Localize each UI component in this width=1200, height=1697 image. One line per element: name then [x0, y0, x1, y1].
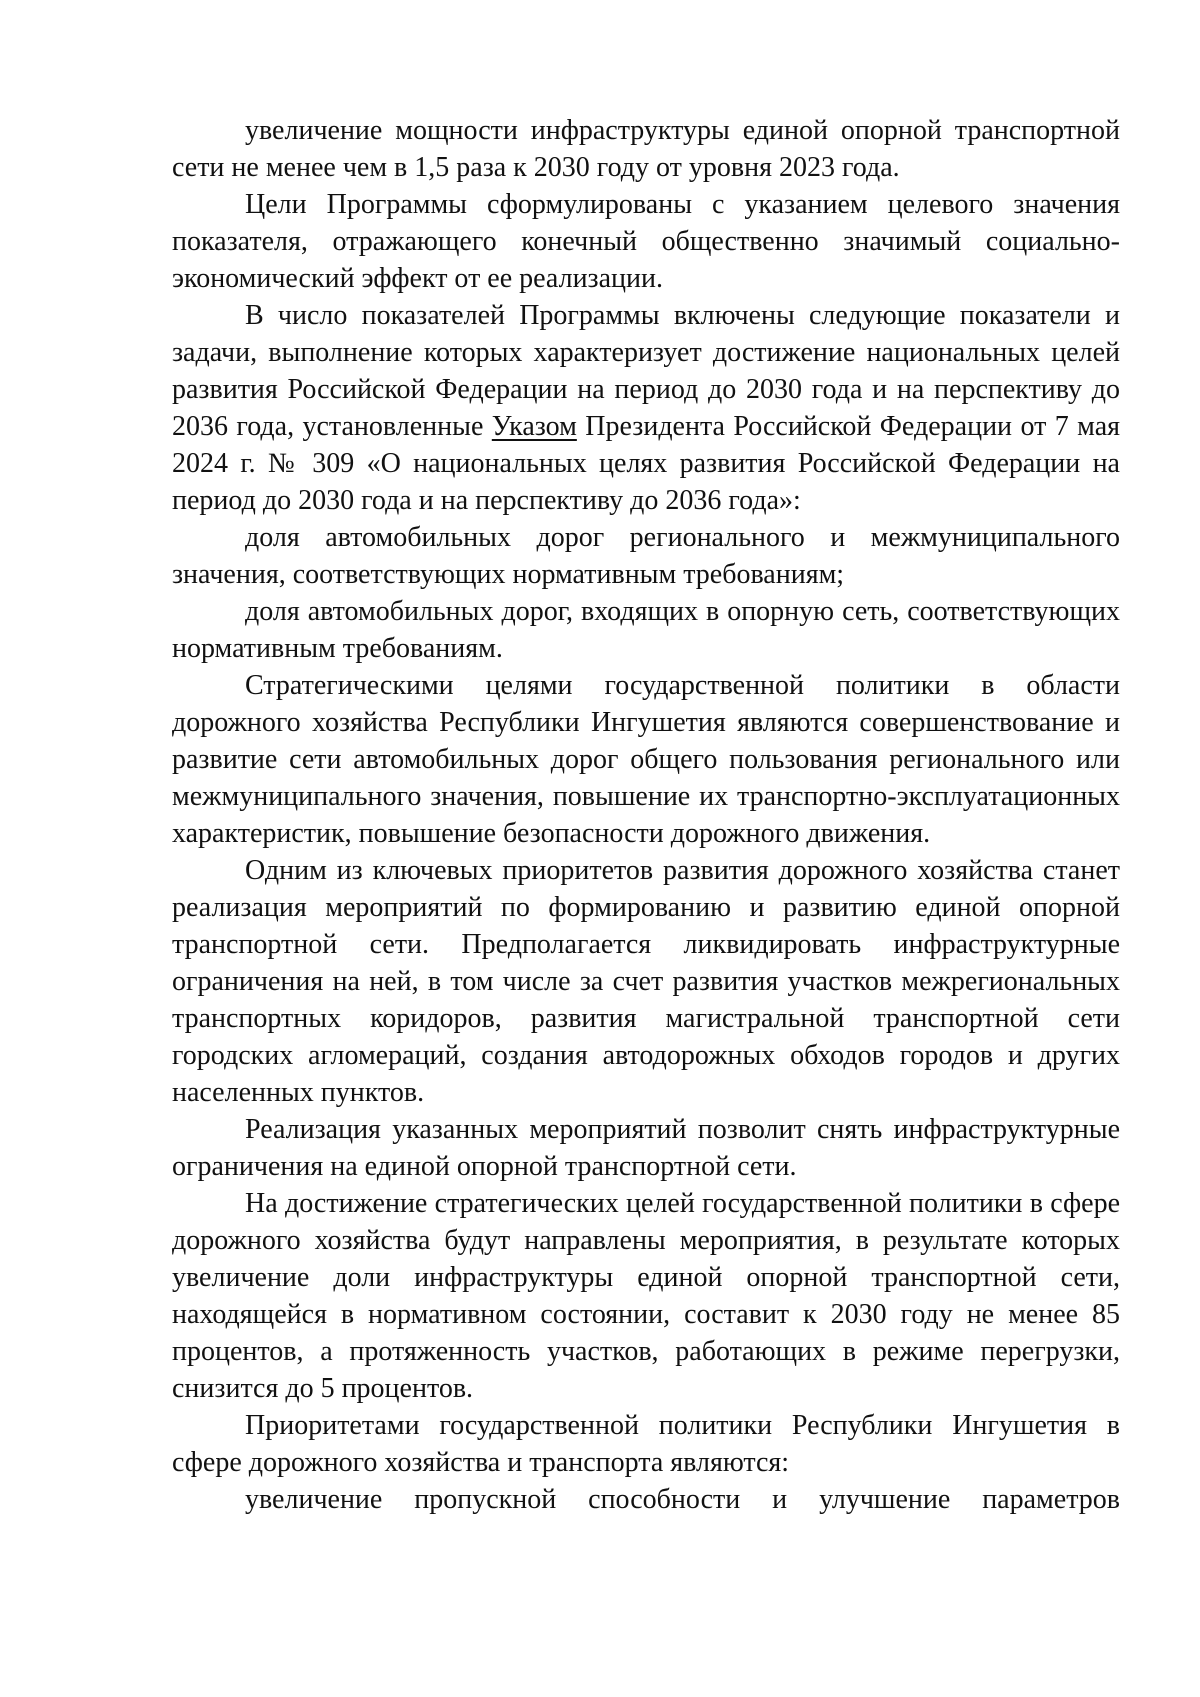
paragraph-indicator-regional-roads: доля автомобильных дорог регионального и межмуниципального значения, соответствующих нормативным требованиям;	[172, 522, 1120, 590]
paragraph-remove-limitations: Реализация указанных мероприятий позволит снять инфраструктурные ограничения на единой опорной транспортной сети.	[172, 1114, 1120, 1182]
paragraph-throughput-increase: увеличение пропускной способности и улучшение параметров	[245, 1484, 1120, 1515]
decree-link[interactable]: Указом	[491, 411, 577, 442]
paragraph-indicator-backbone-roads: доля автомобильных дорог, входящих в опорную сеть, соответствующих нормативным требованиям.	[172, 596, 1120, 664]
indicators-text-before-link: В число показателей Программы включены следующие показатели и задачи, выполнение которых характеризует достижение национальных целей развития Российской Федерации на период до 2030 года и на перспективу до 2036 года, установленные	[172, 300, 1120, 442]
paragraph-key-priorities: Одним из ключевых приоритетов развития дорожного хозяйства станет реализация мероприятий по формированию и развитию единой опорной транспортной сети. Предполагается ликвидировать инфраструктурные ограничения на ней, в том числе за счет развития участков межрегиональных транспортных коридоров, развития магистральной транспортной сети городских агломераций, создания автодорожных обходов городов и других населенных пунктов.	[172, 855, 1120, 1108]
indicators-text-after-link: Президента Российской Федерации от 7 мая 2024 г. № 309 «О национальных целях развития Российской Федерации на период до 2030 года и на перспективу до 2036 года»:	[172, 411, 1120, 516]
paragraph-strategic-goals: Стратегическими целями государственной политики в области дорожного хозяйства Республики Ингушетия являются совершенствование и развитие сети автомобильных дорог общего пользования регионального или межмуниципального значения, повышение их транспортно-эксплуатационных характеристик, повышение безопасности дорожного движения.	[172, 670, 1120, 849]
document-page	[172, 112, 1120, 1518]
paragraph-strategic-results: На достижение стратегических целей государственной политики в сфере дорожного хозяйства будут направлены мероприятия, в результате которых увеличение доли инфраструктуры единой опорной транспортной сети, находящейся в нормативном состоянии, составит к 2030 году не менее 85 процентов, а протяженность участков, работающих в режиме перегрузки, снизится до 5 процентов.	[172, 1188, 1120, 1404]
paragraph-program-goals: Цели Программы сформулированы с указанием целевого значения показателя, отражающего конечный общественно значимый социально-экономический эффект от ее реализации.	[172, 189, 1120, 294]
paragraph-program-indicators	[172, 297, 1120, 519]
paragraph-infrastructure-capacity: увеличение мощности инфраструктуры единой опорной транспортной сети не менее чем в 1,5 раза к 2030 году от уровня 2023 года.	[172, 115, 1120, 183]
paragraph-policy-priorities: Приоритетами государственной политики Республики Ингушетия в сфере дорожного хозяйства и транспорта являются:	[172, 1410, 1120, 1478]
